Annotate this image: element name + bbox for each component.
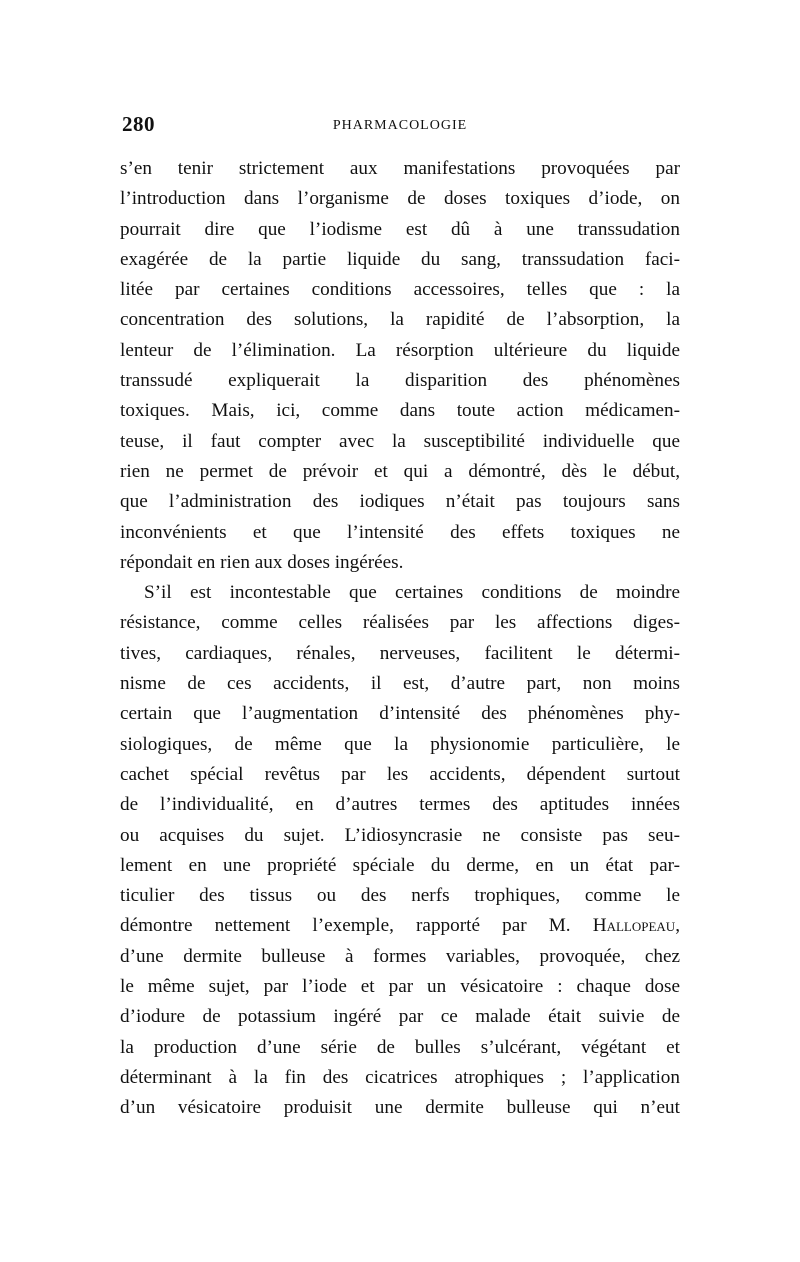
text-line: litée par certaines conditions accessoires, telles que : la (120, 279, 680, 301)
text-line: tives, cardiaques, rénales, nerveuses, facilitent le détermi- (120, 642, 680, 664)
text-line: teuse, il faut compter avec la susceptibilité individuelle que (120, 430, 680, 452)
text-line: cachet spécial revêtus par les accidents, dépendent surtout (120, 763, 680, 785)
text-line: toxiques. Mais, ici, comme dans toute action médicamen- (120, 400, 680, 422)
text-line: certain que l’augmentation d’intensité des phénomènes phy- (120, 703, 680, 725)
text-line: siologiques, de même que la physionomie particulière, le (120, 733, 680, 755)
text-segment: démontre nettement l’exemple, rapporté par M. (120, 915, 593, 937)
text-segment: , (675, 915, 680, 937)
paragraph-2 (120, 578, 680, 1123)
text-line: l’introduction dans l’organisme de doses toxiques d’iode, on (120, 188, 680, 210)
text-line: d’un vésicatoire produisit une dermite bulleuse qui n’eut (120, 1097, 680, 1119)
page-header (120, 112, 680, 146)
text-line: exagérée de la partie liquide du sang, transsudation faci- (120, 248, 680, 270)
text-line: transsudé expliquerait la disparition des phénomènes (120, 370, 680, 392)
text-line: de l’individualité, en d’autres termes des aptitudes innées (120, 794, 680, 816)
text-line: rien ne permet de prévoir et qui a démontré, dès le début, (120, 460, 680, 482)
text-line: le même sujet, par l’iode et par un vésicatoire : chaque dose (120, 976, 680, 998)
paragraph-1 (120, 154, 680, 578)
text-line: répondait en rien aux doses ingérées. (120, 551, 404, 573)
book-page (120, 112, 680, 1124)
running-head: PHARMACOLOGIE (332, 118, 468, 133)
author-name: Hallopeau (592, 915, 676, 937)
text-line: que l’administration des iodiques n’était pas toujours sans (120, 491, 680, 513)
text-line: s’en tenir strictement aux manifestations provoquées par (120, 158, 680, 179)
text-line: ou acquises du sujet. L’idiosyncrasie ne consiste pas seu- (120, 824, 680, 846)
text-line-hallopeau (120, 911, 680, 941)
text-line: concentration des solutions, la rapidité de l’absorption, la (120, 309, 680, 331)
text-line: ticulier des tissus ou des nerfs trophiques, comme le (120, 885, 680, 907)
page-number: 280 (122, 112, 155, 136)
text-line: déterminant à la fin des cicatrices atrophiques ; l’application (120, 1066, 680, 1088)
text-line: la production d’une série de bulles s’ulcérant, végétant et (120, 1036, 680, 1058)
text-line: nisme de ces accidents, il est, d’autre part, non moins (120, 673, 680, 695)
text-line: d’iodure de potassium ingéré par ce malade était suivie de (120, 1006, 680, 1028)
text-line: résistance, comme celles réalisées par les affections diges- (120, 612, 680, 634)
body-text (120, 154, 680, 1124)
text-line: S’il est incontestable que certaines conditions de moindre (144, 582, 680, 604)
text-line: d’une dermite bulleuse à formes variables, provoquée, chez (120, 945, 680, 967)
text-line: pourrait dire que l’iodisme est dû à une transsudation (120, 218, 680, 240)
text-line: inconvénients et que l’intensité des effets toxiques ne (120, 521, 680, 543)
text-line: lement en une propriété spéciale du derme, en un état par- (120, 854, 680, 876)
text-line: lenteur de l’élimination. La résorption ultérieure du liquide (120, 339, 680, 361)
